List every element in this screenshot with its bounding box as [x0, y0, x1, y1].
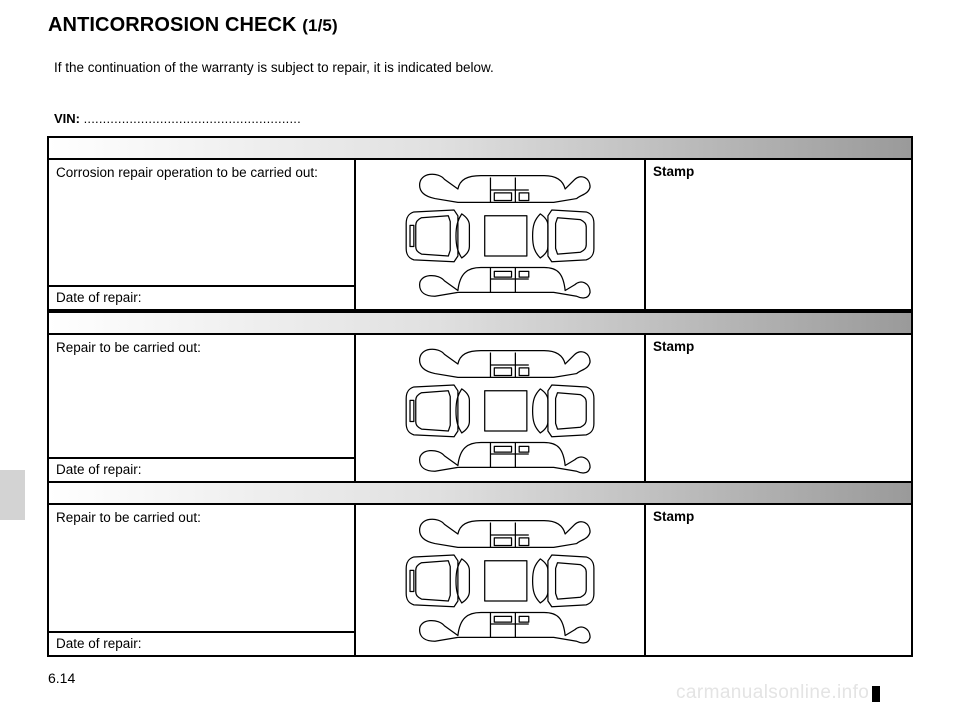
repair-section-1: [47, 136, 913, 311]
vin-label: VIN:: [54, 111, 80, 126]
watermark-text: carmanualsonline.info: [676, 682, 870, 703]
date-row: [49, 631, 354, 655]
date-label: Date of repair:: [56, 290, 142, 305]
page-end-marker: [872, 686, 880, 702]
stamp-label: Stamp: [653, 164, 695, 179]
car-body-diagram-icon: [396, 341, 606, 477]
stamp-label: Stamp: [653, 509, 695, 524]
vin-line: [54, 111, 301, 126]
car-body-diagram-icon: [396, 511, 606, 647]
date-label: Date of repair:: [56, 462, 142, 477]
diagram-cell: [356, 505, 646, 655]
vin-blank: .........................................................: [83, 111, 301, 126]
intro-text: If the continuation of the warranty is subject to repair, it is indicated below.: [54, 60, 494, 75]
repair-section-2: [47, 311, 913, 483]
date-row: [49, 285, 354, 309]
operation-cell: [49, 160, 356, 309]
page-title-text: ANTICORROSION CHECK: [48, 14, 297, 36]
date-row: [49, 457, 354, 481]
operation-cell: [49, 335, 356, 481]
stamp-label: Stamp: [653, 339, 695, 354]
stamp-cell: [646, 505, 911, 655]
diagram-cell: [356, 335, 646, 481]
page-title-part: (1/5): [302, 16, 338, 35]
operation-label: Repair to be carried out:: [56, 340, 201, 355]
section-header-band: [49, 138, 911, 160]
diagram-cell: [356, 160, 646, 309]
operation-cell: [49, 505, 356, 655]
car-body-diagram-icon: [396, 166, 606, 302]
operation-label: Repair to be carried out:: [56, 510, 201, 525]
stamp-cell: [646, 160, 911, 309]
side-chapter-tab: [0, 470, 25, 520]
operation-label: Corrosion repair operation to be carried out:: [56, 165, 318, 180]
page-title: [48, 14, 338, 37]
repair-section-3: [47, 481, 913, 657]
stamp-cell: [646, 335, 911, 481]
page-number: 6.14: [48, 670, 76, 686]
section-header-band: [49, 483, 911, 505]
section-header-band: [49, 313, 911, 335]
date-label: Date of repair:: [56, 636, 142, 651]
